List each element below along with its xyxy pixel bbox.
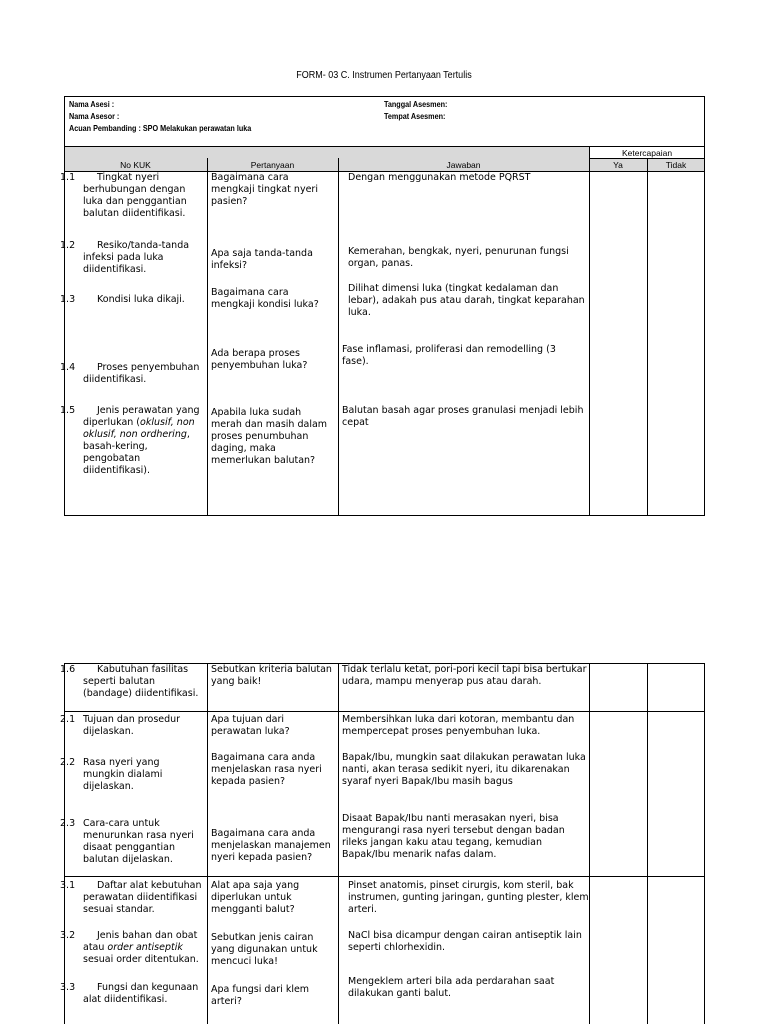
question-text: Bagaimana cara anda menjelaskan manajemen nyeri kepada pasien? bbox=[211, 828, 331, 863]
answer-text: Tidak terlalu ketat, pori-pori kecil tapi bisa bertukar udara, mampu menyerap pus atau darah. bbox=[342, 664, 587, 687]
form-title: FORM- 03 C. Instrumen Pertanyaan Tertulis bbox=[296, 70, 472, 81]
kuk-text: Jenis bahan dan obat atau order antiseptik sesuai order ditentukan. bbox=[83, 930, 199, 965]
question-text: Alat apa saja yang diperlukan untuk mengganti balut? bbox=[211, 880, 300, 915]
kuk-text: Proses penyembuhan diidentifikasi. bbox=[83, 362, 200, 385]
answer-text: Dilihat dimensi luka (tingkat kedalaman dan lebar), adakah pus atau darah, tingkat keparahan luka. bbox=[348, 283, 585, 318]
kuk-number: 1.2 bbox=[60, 240, 76, 251]
kuk-text: Tujuan dan prosedur dijelaskan. bbox=[83, 714, 181, 737]
tempat-asesmen-label: Tempat Asesmen: bbox=[384, 111, 446, 121]
nama-asesor-label: Nama Asesor : bbox=[69, 111, 120, 121]
answer-text: Kemerahan, bengkak, nyeri, penurunan fungsi organ, panas. bbox=[348, 246, 569, 269]
answer-text: Mengeklem arteri bila ada perdarahan saat dilakukan ganti balut. bbox=[348, 976, 555, 999]
question-text: Apa tujuan dari perawatan luka? bbox=[211, 714, 290, 737]
kuk-number: 2.2 bbox=[60, 757, 76, 768]
no-kuk-header: No KUK bbox=[120, 160, 151, 170]
question-text: Apa fungsi dari klem arteri? bbox=[211, 984, 310, 1007]
answer-text: Disaat Bapak/Ibu nanti merasakan nyeri, bisa mengurangi rasa nyeri tersebut dengan badan rileks jangan kaku atau tegang, kemudian Bapak/Ibu menarik nafas dalam. bbox=[342, 813, 565, 860]
question-text: Bagaimana cara mengkaji kondisi luka? bbox=[211, 287, 319, 310]
pertanyaan-header: Pertanyaan bbox=[250, 160, 295, 170]
ketercapaian-header: Ketercapaian bbox=[621, 148, 673, 158]
question-text: Apabila luka sudah merah dan masih dalam proses penumbuhan daging, maka memerlukan balutan? bbox=[211, 407, 328, 466]
kuk-number: 1.6 bbox=[60, 664, 76, 675]
kuk-text: Tingkat nyeri berhubungan dengan luka dan penggantian balutan diidentifikasi. bbox=[83, 172, 187, 219]
tidak-header: Tidak bbox=[665, 160, 687, 170]
kuk-text: Jenis perawatan yang diperlukan (oklusif, non oklusif, non ordhering, basah-kering, pengobatan diidentifikasi). bbox=[83, 405, 200, 476]
kuk-number: 2.1 bbox=[60, 714, 76, 725]
kuk-number: 1.3 bbox=[60, 294, 76, 305]
answer-text: Fase inflamasi, proliferasi dan remodelling (3 fase). bbox=[342, 344, 556, 367]
question-text: Sebutkan kriteria balutan yang baik! bbox=[211, 664, 332, 687]
kuk-number: 2.3 bbox=[60, 818, 76, 829]
kuk-text: Fungsi dan kegunaan alat diidentifikasi. bbox=[83, 982, 199, 1005]
answer-text: Balutan basah agar proses granulasi menjadi lebih cepat bbox=[342, 405, 584, 428]
kuk-number: 1.1 bbox=[60, 172, 76, 183]
kuk-text: Daftar alat kebutuhan perawatan diidentifikasi sesuai standar. bbox=[83, 880, 202, 915]
kuk-text: Cara-cara untuk menurunkan rasa nyeri disaat penggantian balutan dijelaskan. bbox=[83, 818, 194, 865]
tanggal-asesmen-label: Tanggal Asesmen: bbox=[384, 99, 448, 109]
kuk-number: 3.1 bbox=[60, 880, 76, 891]
question-text: Sebutkan jenis cairan yang digunakan untuk mencuci luka! bbox=[211, 932, 318, 967]
answer-text: Membersihkan luka dari kotoran, membantu dan mempercepat proses penyembuhan luka. bbox=[342, 714, 575, 737]
question-text: Apa saja tanda-tanda infeksi? bbox=[211, 248, 313, 271]
question-text: Bagaimana cara anda menjelaskan rasa nyeri kepada pasien? bbox=[211, 752, 322, 787]
nama-asesi-label: Nama Asesi : bbox=[69, 99, 115, 109]
kuk-text: Kabutuhan fasilitas seperti balutan (bandage) diidentifikasi. bbox=[83, 664, 199, 699]
acuan-pembanding-label: Acuan Pembanding : SPO Melakukan perawatan luka bbox=[69, 123, 252, 133]
kuk-number: 1.5 bbox=[60, 405, 76, 416]
kuk-text: Resiko/tanda-tanda infeksi pada luka diidentifikasi. bbox=[83, 240, 190, 275]
kuk-text: Rasa nyeri yang mungkin dialami dijelaskan. bbox=[83, 757, 163, 792]
ya-header: Ya bbox=[613, 160, 623, 170]
kuk-number: 1.4 bbox=[60, 362, 76, 373]
kuk-number: 3.2 bbox=[60, 930, 76, 941]
answer-text: Bapak/Ibu, mungkin saat dilakukan perawatan luka nanti, akan terasa sedikit nyeri, itu dikarenakan syaraf nyeri Bapak/Ibu masih bagus bbox=[342, 752, 586, 787]
answer-text: NaCl bisa dicampur dengan cairan antiseptik lain seperti chlorhexidin. bbox=[348, 930, 582, 953]
jawaban-header: Jawaban bbox=[446, 160, 481, 170]
answer-text: Dengan menggunakan metode PQRST bbox=[348, 172, 531, 183]
question-text: Ada berapa proses penyembuhan luka? bbox=[211, 348, 308, 371]
question-text: Bagaimana cara mengkaji tingkat nyeri pasien? bbox=[211, 172, 318, 207]
kuk-number: 3.3 bbox=[60, 982, 76, 993]
answer-text: Pinset anatomis, pinset cirurgis, kom steril, bak instrumen, gunting jaringan, gunting plester, klem arteri. bbox=[348, 880, 589, 915]
kuk-text: Kondisi luka dikaji. bbox=[97, 294, 185, 305]
